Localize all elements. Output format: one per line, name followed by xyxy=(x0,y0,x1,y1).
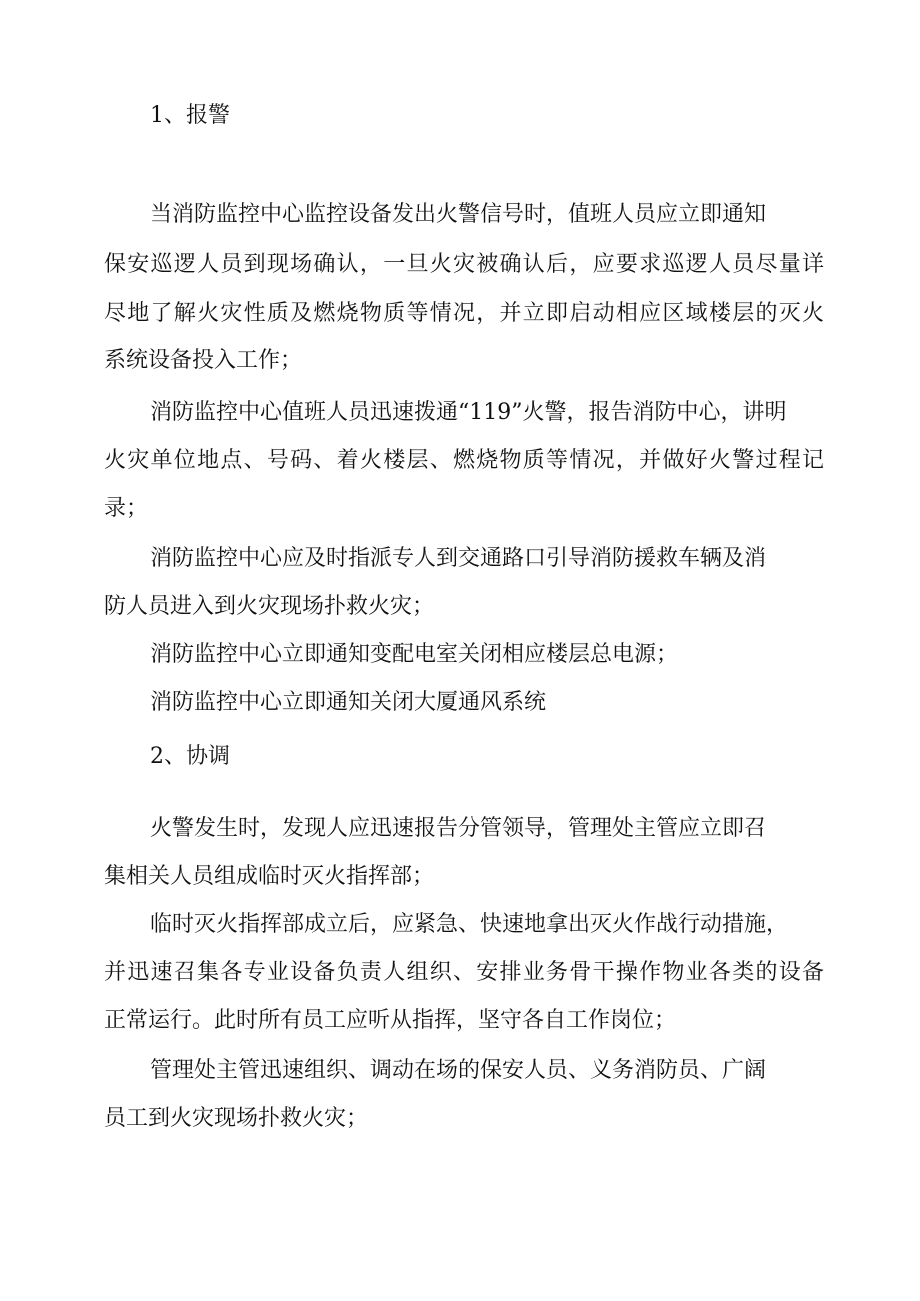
paragraph-line: 消防监控中心立即通知变配电室关闭相应楼层总电源； xyxy=(150,642,679,667)
section-heading-coordinate: 2、协调 xyxy=(150,744,230,769)
paragraph-line: 录； xyxy=(104,496,149,521)
paragraph-line: 尽地了解火灾性质及燃烧物质等情况，并立即启动相应区域楼层的灭火 xyxy=(104,301,824,326)
paragraph-line: 消防监控中心立即通知关闭大厦通风系统 xyxy=(150,690,547,715)
paragraph-line: 管理处主管迅速组织、调动在场的保安人员、义务消防员、广阔 xyxy=(150,1058,767,1083)
paragraph-line: 火灾单位地点、号码、着火楼层、燃烧物质等情况，并做好火警过程记 xyxy=(104,448,824,473)
paragraph-line: 防人员进入到火灾现场扑救火灾； xyxy=(104,594,435,619)
section-heading-alarm: 1、报警 xyxy=(150,103,230,128)
paragraph-line: 并迅速召集各专业设备负责人组织、安排业务骨干操作物业各类的设备 xyxy=(104,960,824,985)
paragraph-line: 火警发生时，发现人应迅速报告分管领导，管理处主管应立即召 xyxy=(150,816,767,841)
paragraph-line: 正常运行。此时所有员工应听从指挥，坚守各自工作岗位； xyxy=(104,1008,677,1033)
paragraph-line: 当消防监控中心监控设备发出火警信号时，值班人员应立即通知 xyxy=(150,202,767,227)
paragraph-line: 消防监控中心值班人员迅速拨通“119”火警，报告消防中心，讲明 xyxy=(150,400,787,425)
paragraph-line: 集相关人员组成临时灭火指挥部； xyxy=(104,864,435,889)
paragraph-line: 系统设备投入工作； xyxy=(104,348,303,373)
paragraph-line: 临时灭火指挥部成立后，应紧急、快速地拿出灭火作战行动措施， xyxy=(150,912,789,937)
paragraph-line: 员工到火灾现场扑救火灾； xyxy=(104,1106,369,1131)
paragraph-line: 保安巡逻人员到现场确认，一旦火灾被确认后，应要求巡逻人员尽量详 xyxy=(104,252,824,277)
paragraph-line: 消防监控中心应及时指派专人到交通路口引导消防援救车辆及消 xyxy=(150,546,767,571)
